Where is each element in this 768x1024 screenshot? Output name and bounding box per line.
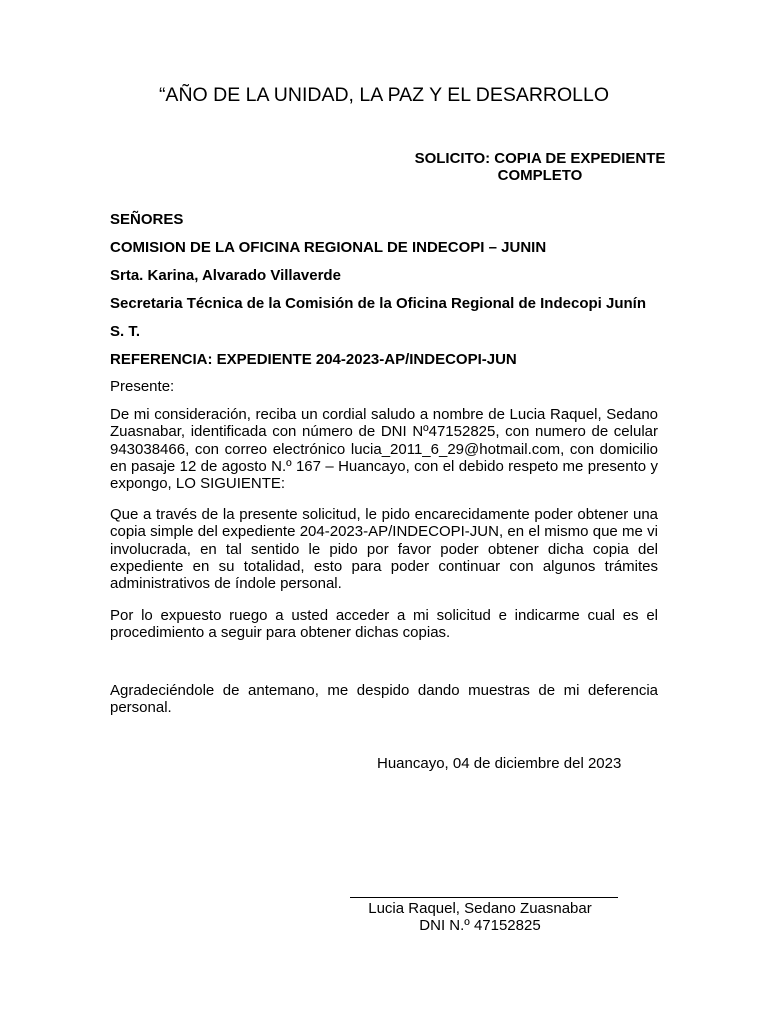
date-line: Huancayo, 04 de diciembre del 2023 bbox=[377, 755, 622, 772]
subject-line-1: SOLICITO: COPIA DE EXPEDIENTE bbox=[414, 150, 666, 167]
subject-block bbox=[385, 150, 695, 184]
paragraph-closing: Agradeciéndole de antemano, me despido dando muestras de mi deferencia personal. bbox=[110, 682, 658, 717]
paragraph-request: Que a través de la presente solicitud, le pido encarecidamente poder obtener una copia simple del expediente 204-2023-AP/INDECOPI-JUN, en el mismo que me vi involucrada, en tal sentido le pido por favor poder obtener dicha copia del expediente en su totalidad, esto para poder continuar con algunos trámites administrativos de índole personal. bbox=[110, 506, 658, 593]
year-motto-heading: “AÑO DE LA UNIDAD, LA PAZ Y EL DESARROLLO bbox=[158, 84, 610, 106]
reference-line: REFERENCIA: EXPEDIENTE 204-2023-AP/INDECOPI-JUN bbox=[110, 351, 517, 368]
signature-name: Lucia Raquel, Sedano Zuasnabar bbox=[368, 900, 592, 917]
recipient-role: Secretaria Técnica de la Comisión de la Oficina Regional de Indecopi Junín bbox=[110, 295, 646, 312]
recipient-initials: S. T. bbox=[110, 323, 141, 340]
signature-line bbox=[350, 897, 618, 898]
signature-block bbox=[330, 900, 630, 934]
salutation: SEÑORES bbox=[110, 211, 184, 228]
recipient-person: Srta. Karina, Alvarado Villaverde bbox=[110, 267, 341, 284]
paragraph-petition: Por lo expuesto ruego a usted acceder a mi solicitud e indicarme cual es el procedimiento a seguir para obtener dichas copias. bbox=[110, 607, 658, 642]
recipient-organization: COMISION DE LA OFICINA REGIONAL DE INDECOPI – JUNIN bbox=[110, 239, 547, 256]
greeting: Presente: bbox=[110, 378, 175, 395]
subject-line-2: COMPLETO bbox=[497, 167, 583, 184]
signature-dni: DNI N.º 47152825 bbox=[419, 917, 541, 934]
paragraph-intro: De mi consideración, reciba un cordial saludo a nombre de Lucia Raquel, Sedano Zuasnabar, identificada con número de DNI Nº47152825, con numero de celular 943038466, con correo electrónico lucia_2011_6_29@hotmail.com, con domicilio en pasaje 12 de agosto N.º 167 – Huancayo, con el debido respeto me presento y expongo, LO SIGUIENTE: bbox=[110, 406, 658, 493]
